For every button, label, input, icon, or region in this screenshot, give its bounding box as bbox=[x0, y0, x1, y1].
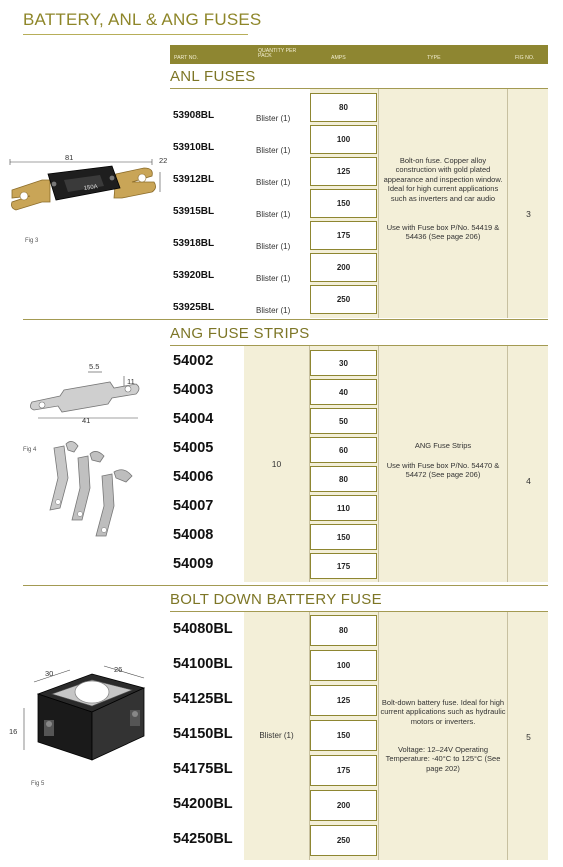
bolt-part-54125bl: 54125BL bbox=[173, 691, 233, 707]
bolt-part-54100bl: 54100BL bbox=[173, 656, 233, 672]
bolt-part-54150bl: 54150BL bbox=[173, 726, 233, 742]
ang-part-54005: 54005 bbox=[173, 440, 214, 456]
bolt-amps-80: 80 bbox=[310, 615, 377, 646]
bolt-part-54200bl: 54200BL bbox=[173, 796, 233, 812]
anl-qty-53925bl: Blister (1) bbox=[256, 306, 291, 315]
anl-fuse-marking: 150A bbox=[83, 184, 99, 192]
anl-qty-53920bl: Blister (1) bbox=[256, 274, 291, 283]
anl-qty-53910bl: Blister (1) bbox=[256, 146, 291, 155]
anl-dim-height: 22 bbox=[159, 156, 168, 165]
anl-part-53910bl: 53910BL bbox=[173, 142, 215, 153]
anl-part-53925bl: 53925BL bbox=[173, 302, 215, 313]
anl-type-divider bbox=[378, 89, 379, 318]
anl-amps-200: 200 bbox=[310, 253, 377, 282]
ang-amps-150: 150 bbox=[310, 524, 377, 550]
anl-fig-divider bbox=[507, 89, 508, 318]
bolt-fuse-illustration bbox=[12, 660, 162, 780]
bolt-fig-label: Fig 5 bbox=[31, 781, 45, 787]
ang-dim-b: 11 bbox=[127, 377, 135, 386]
ang-part-54002: 54002 bbox=[173, 353, 214, 369]
anl-amps-175: 175 bbox=[310, 221, 377, 250]
ang-type-note: Use with Fuse box P/No. 54470 & 54472 (See page 206) bbox=[386, 461, 500, 480]
title-underline bbox=[23, 34, 248, 35]
ang-part-54007: 54007 bbox=[173, 498, 214, 514]
bolt-top-rule bbox=[23, 585, 548, 586]
bolt-amps-125: 125 bbox=[310, 685, 377, 716]
anl-section-title: ANL FUSES bbox=[170, 68, 256, 85]
anl-amps-80: 80 bbox=[310, 93, 377, 122]
bolt-part-54250bl: 54250BL bbox=[173, 831, 233, 847]
header-type: TYPE bbox=[427, 55, 441, 61]
header-amps: AMPS bbox=[331, 55, 346, 61]
header-fig-no: FIG NO. bbox=[515, 55, 535, 61]
ang-amps-80: 80 bbox=[310, 466, 377, 492]
anl-amps-100: 100 bbox=[310, 125, 377, 154]
ang-fig-label: Fig 4 bbox=[23, 447, 37, 453]
anl-qty-53918bl: Blister (1) bbox=[256, 242, 291, 251]
bolt-amps-200: 200 bbox=[310, 790, 377, 821]
anl-qty-53912bl: Blister (1) bbox=[256, 178, 291, 187]
anl-part-53915bl: 53915BL bbox=[173, 206, 215, 217]
ang-amps-30: 30 bbox=[310, 350, 377, 376]
ang-amps-175: 175 bbox=[310, 553, 377, 579]
ang-top-rule bbox=[23, 319, 548, 320]
column-header-bar bbox=[170, 45, 548, 64]
ang-strip-illustration bbox=[20, 358, 170, 548]
bolt-dim-width: 30 bbox=[45, 669, 54, 678]
ang-fig-number: 4 bbox=[526, 476, 531, 486]
bolt-part-54080bl: 54080BL bbox=[173, 621, 233, 637]
bolt-type-description: Bolt-down battery fuse. Ideal for high current applications such as hydraulic motors or inverters. bbox=[380, 698, 506, 726]
ang-part-54008: 54008 bbox=[173, 527, 214, 543]
header-part-no: PART NO. bbox=[174, 55, 198, 61]
anl-fig-label: Fig 3 bbox=[25, 238, 39, 244]
anl-qty-53915bl: Blister (1) bbox=[256, 210, 291, 219]
ang-qty: 10 bbox=[271, 459, 282, 469]
bolt-fig-number: 5 bbox=[526, 732, 531, 742]
anl-amps-150: 150 bbox=[310, 189, 377, 218]
ang-part-54009: 54009 bbox=[173, 556, 214, 572]
ang-amps-50: 50 bbox=[310, 408, 377, 434]
anl-amps-250: 250 bbox=[310, 285, 377, 314]
anl-part-53920bl: 53920BL bbox=[173, 270, 215, 281]
page-title: BATTERY, ANL & ANG FUSES bbox=[23, 10, 262, 29]
ang-part-54004: 54004 bbox=[173, 411, 214, 427]
bolt-amps-100: 100 bbox=[310, 650, 377, 681]
anl-type-description: Bolt-on fuse. Copper alloy construction with gold plated appearance and inspection window. Ideal for high current applications such as inverters and car audio bbox=[383, 156, 503, 203]
anl-dim-length: 81 bbox=[65, 153, 74, 162]
anl-fig-number: 3 bbox=[526, 209, 531, 219]
ang-amps-40: 40 bbox=[310, 379, 377, 405]
bolt-type-note: Voltage: 12–24V Operating Temperature: -40°C to 125°C (See page 202) bbox=[385, 745, 501, 773]
bolt-section-title: BOLT DOWN BATTERY FUSE bbox=[170, 591, 382, 608]
ang-part-54006: 54006 bbox=[173, 469, 214, 485]
bolt-amps-175: 175 bbox=[310, 755, 377, 786]
bolt-amps-250: 250 bbox=[310, 825, 377, 856]
anl-qty-53908bl: Blister (1) bbox=[256, 114, 291, 123]
ang-type-description: ANG Fuse Strips bbox=[414, 441, 472, 450]
bolt-fig-divider bbox=[507, 612, 508, 860]
bolt-amps-150: 150 bbox=[310, 720, 377, 751]
ang-type-divider bbox=[378, 346, 379, 582]
ang-part-54003: 54003 bbox=[173, 382, 214, 398]
ang-amps-110: 110 bbox=[310, 495, 377, 521]
anl-part-53908bl: 53908BL bbox=[173, 110, 215, 121]
ang-dim-a: 5.5 bbox=[89, 362, 100, 371]
bolt-dim-depth: 26 bbox=[114, 665, 123, 674]
bolt-dim-height: 16 bbox=[9, 727, 18, 736]
bolt-type-divider bbox=[378, 612, 379, 860]
anl-type-note: Use with Fuse box P/No. 54419 & 54436 (See page 206) bbox=[386, 223, 500, 242]
ang-fig-divider bbox=[507, 346, 508, 582]
bolt-qty: Blister (1) bbox=[259, 731, 294, 740]
ang-dim-c: 41 bbox=[82, 416, 91, 425]
anl-amps-125: 125 bbox=[310, 157, 377, 186]
ang-amps-60: 60 bbox=[310, 437, 377, 463]
bolt-part-54175bl: 54175BL bbox=[173, 761, 233, 777]
header-quantity: QUANTITY PER PACK bbox=[258, 48, 297, 60]
ang-section-title: ANG FUSE STRIPS bbox=[170, 325, 310, 342]
anl-part-53918bl: 53918BL bbox=[173, 238, 215, 249]
anl-fuse-illustration bbox=[4, 150, 172, 240]
anl-part-53912bl: 53912BL bbox=[173, 174, 215, 185]
